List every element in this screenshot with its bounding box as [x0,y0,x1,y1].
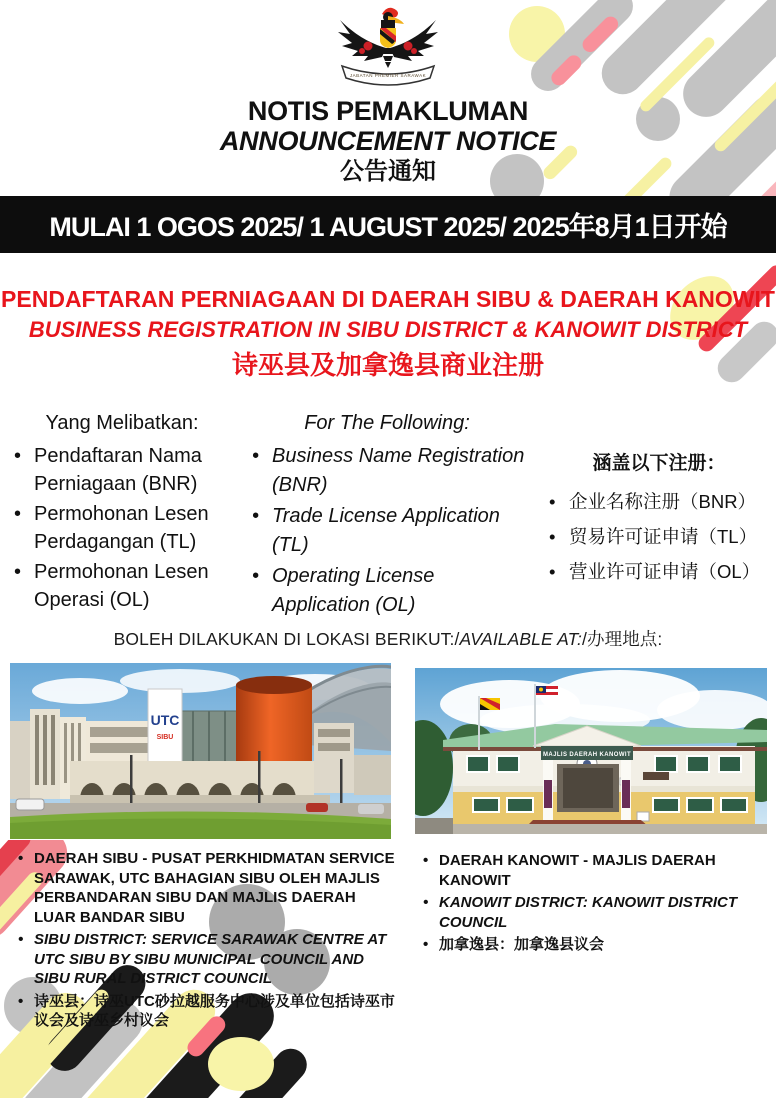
list-item: • 诗巫县：诗巫UTC砂拉越服务中心涉及单位包括诗巫市议会及诗巫乡村议会 [12,992,398,1031]
list-item: • 企业名称注册（BNR） [545,484,773,519]
list-item: • KANOWIT DISTRICT: KANOWIT DISTRICT COUNCIL [417,893,769,932]
locations-intro-malay: BOLEH DILAKUKAN DI LOKASI BERIKUT:/ [113,629,460,649]
locations-intro-line [0,626,776,651]
list-item: • 加拿逸县：加拿逸县议会 [417,935,769,955]
scope-list-chinese [545,484,773,589]
list-item: • DAERAH SIBU - PUSAT PERKHIDMATAN SERVICE SARAWAK, UTC BAHAGIAN SIBU OLEH MAJLIS PERBANDARAN SIBU DAN MAJLIS DAERAH LUAR BANDAR SIBU [12,849,398,927]
scope-heading-chinese: 涵盖以下注册： [592,453,726,474]
title-block [0,96,776,186]
locations-intro-english: AVAILABLE AT: [459,629,583,649]
locations-intro-chinese: /办理地点: [582,629,663,649]
malaysia-flag [536,686,558,698]
list-item: • Permohonan Lesen Perdagangan (TL) [10,500,234,556]
utc-banner-text: UTC [150,712,180,728]
scope-list-english [248,442,526,620]
sarawak-crest [0,2,776,99]
title-english: ANNOUNCEMENT NOTICE [219,126,557,157]
scope-heading-english: For The Following: [304,412,470,434]
subject-english: BUSINESS REGISTRATION IN SIBU DISTRICT & KANOWIT DISTRICT [28,317,748,342]
list-item: • Permohonan Lesen Operasi (OL) [10,558,234,614]
list-item: • SIBU DISTRICT: SERVICE SARAWAK CENTRE AT UTC SIBU BY SIBU MUNICIPAL COUNCIL AND SIBU RURAL DISTRICT COUNCIL [12,930,398,989]
sarawak-crest-emblem [326,2,450,94]
title-chinese: 公告通知 [340,158,436,186]
sibu-location-notes [12,849,398,1034]
utc-banner-subtext: SIBU [156,734,174,741]
list-item: • DAERAH KANOWIT - MAJLIS DAERAH KANOWIT [417,851,769,890]
subject-block [0,284,776,384]
list-item: • Business Name Registration (BNR) [248,442,526,500]
crest-banner-text: JABATAN PREMIER SARAWAK [349,73,427,78]
effective-date-banner [0,196,776,253]
subject-chinese: 诗巫县及加拿逸县商业注册 [231,350,544,380]
subject-malay: PENDAFTARAN PERNIAGAAN DI DAERAH SIBU & DAERAH KANOWIT [1,286,775,312]
list-item: • 营业许可证申请（OL） [545,554,773,589]
scope-list-malay [10,442,234,614]
scope-column-malay [10,412,234,616]
scope-column-chinese [545,412,773,589]
kanowit-location-notes [417,851,769,958]
scope-heading-malay: Yang Melibatkan: [45,412,199,434]
list-item: • Operating License Application (OL) [248,562,526,620]
utc-sibu-building-photo [10,663,391,839]
title-malay: NOTIS PEMAKLUMAN [247,96,529,126]
kanowit-sign-text: MAJLIS DAERAH KANOWIT [542,752,632,758]
scope-column-english [248,412,526,622]
list-item: • 贸易许可证申请（TL） [545,519,773,554]
list-item: • Trade License Application (TL) [248,502,526,560]
sarawak-flag [480,698,500,710]
kanowit-district-council-photo [415,668,767,834]
list-item: • Pendaftaran Nama Perniagaan (BNR) [10,442,234,498]
effective-date-text: MULAI 1 OGOS 2025/ 1 AUGUST 2025/ 2025年8月1日开始 [49,212,727,242]
